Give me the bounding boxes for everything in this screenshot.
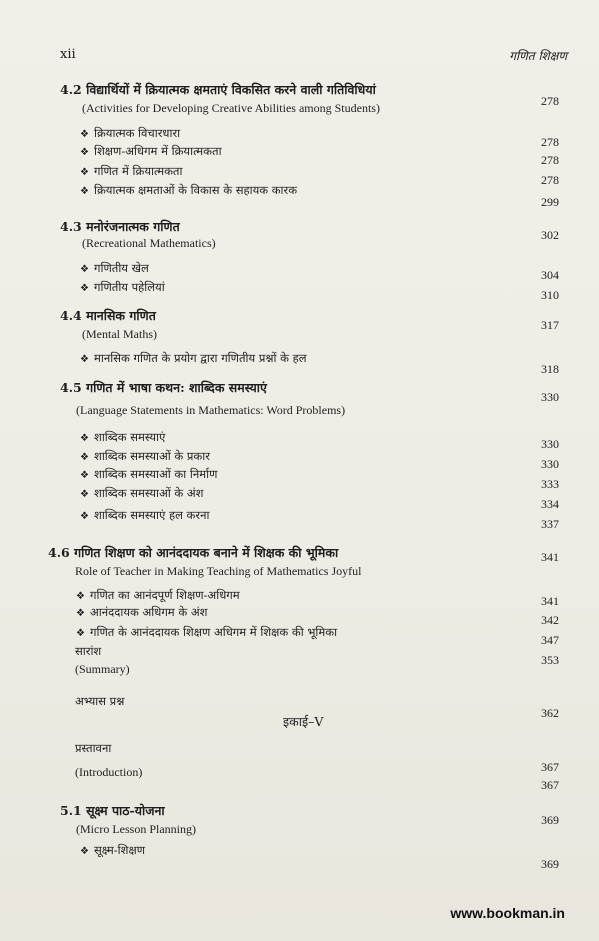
toc-page-number: 341 bbox=[541, 594, 559, 608]
toc-entry-english bbox=[75, 565, 361, 577]
toc-page-number: 278 bbox=[541, 135, 559, 149]
toc-entry-text: 4.3 मनोरंजनात्मक गणित bbox=[60, 219, 180, 234]
toc-page-number: 318 bbox=[541, 362, 559, 376]
bullet-diamond-icon: ❖ bbox=[80, 452, 89, 463]
toc-page-number: 369 bbox=[541, 813, 559, 827]
toc-entry-bullet bbox=[80, 451, 210, 463]
toc-page-number: 342 bbox=[541, 613, 559, 627]
toc-entry-text: प्रस्तावना bbox=[75, 741, 112, 755]
toc-page-number: 367 bbox=[541, 760, 559, 774]
toc-entry-text: सूक्ष्म-शिक्षण bbox=[94, 843, 146, 857]
toc-entry-text: (Introduction) bbox=[75, 765, 143, 779]
toc-entry-bullet bbox=[80, 845, 145, 857]
toc-page-number: 299 bbox=[541, 195, 559, 209]
bullet-diamond-icon: ❖ bbox=[76, 608, 85, 619]
toc-page-number: 347 bbox=[541, 633, 559, 647]
toc-entry-text: शाब्दिक समस्याओं के प्रकार bbox=[94, 449, 210, 463]
bullet-diamond-icon: ❖ bbox=[80, 489, 89, 500]
toc-entry-text: शाब्दिक समस्याएं हल करना bbox=[94, 508, 210, 522]
toc-entry-text: मानसिक गणित के प्रयोग द्वारा गणितीय प्रश्नों के हल bbox=[94, 351, 307, 365]
toc-entry-plain bbox=[75, 696, 124, 708]
toc-entry-unit bbox=[283, 716, 323, 729]
toc-entry-text: गणितीय पहेलियां bbox=[94, 280, 165, 294]
toc-entry-plain bbox=[75, 743, 111, 755]
toc-entry-text: (Mental Maths) bbox=[82, 327, 157, 341]
toc-page-number: 278 bbox=[541, 173, 559, 187]
toc-entry-text: (Activities for Developing Creative Abilities among Students) bbox=[82, 101, 380, 115]
toc-page-number: 369 bbox=[541, 857, 559, 871]
toc-entry-text: 4.5 गणित में भाषा कथन: शाब्दिक समस्याएं bbox=[60, 380, 267, 395]
toc-page-number: 317 bbox=[541, 318, 559, 332]
toc-entry-text: शाब्दिक समस्याओं का निर्माण bbox=[94, 467, 218, 481]
toc-entry-section bbox=[60, 221, 180, 234]
toc-page-number: 304 bbox=[541, 268, 559, 282]
toc-entry-text: (Language Statements in Mathematics: Word Problems) bbox=[76, 403, 346, 417]
toc-page-number: 341 bbox=[541, 550, 559, 564]
toc-entry-section bbox=[60, 310, 156, 323]
toc-entry-bullet bbox=[80, 353, 307, 365]
toc-entry-text: शिक्षण-अधिगम में क्रियात्मकता bbox=[94, 144, 222, 158]
toc-page-number: 362 bbox=[541, 706, 559, 720]
toc-entry-bullet bbox=[80, 510, 209, 522]
toc-entry-bullet bbox=[80, 166, 182, 178]
bullet-diamond-icon: ❖ bbox=[80, 511, 89, 522]
toc-page-number: 333 bbox=[541, 477, 559, 491]
toc-entry-section bbox=[60, 84, 376, 97]
toc-entry-bullet bbox=[76, 607, 207, 619]
toc-page-number: 367 bbox=[541, 778, 559, 792]
toc-page-number: 330 bbox=[541, 437, 559, 451]
toc-entry-bullet bbox=[80, 488, 203, 500]
bullet-diamond-icon: ❖ bbox=[80, 433, 89, 444]
toc-entry-plain bbox=[75, 646, 101, 658]
bullet-diamond-icon: ❖ bbox=[80, 264, 89, 275]
toc-entry-text: 4.6 गणित शिक्षण को आनंददायक बनाने में शिक्षक की भूमिका bbox=[48, 545, 339, 560]
toc-entry-bullet bbox=[80, 469, 217, 481]
toc-entry-bullet bbox=[76, 627, 337, 639]
toc-page-number: 310 bbox=[541, 288, 559, 302]
toc-entry-text: अभ्यास प्रश्न bbox=[75, 694, 125, 708]
bullet-diamond-icon: ❖ bbox=[80, 470, 89, 481]
toc-entry-english bbox=[82, 102, 380, 114]
bullet-diamond-icon: ❖ bbox=[80, 354, 89, 365]
toc-entry-english bbox=[75, 663, 130, 675]
toc-page-number: 330 bbox=[541, 390, 559, 404]
toc-entry-section bbox=[60, 382, 267, 395]
toc-entry-section bbox=[60, 805, 165, 818]
bullet-diamond-icon: ❖ bbox=[80, 129, 89, 140]
toc-entry-bullet bbox=[80, 432, 165, 444]
bullet-diamond-icon: ❖ bbox=[80, 167, 89, 178]
toc-entry-text: गणितीय खेल bbox=[94, 261, 149, 275]
toc-entry-text: 4.2 विद्यार्थियों में क्रियात्मक क्षमताएं विकसित करने वाली गतिविधियां bbox=[60, 82, 376, 97]
bullet-diamond-icon: ❖ bbox=[80, 186, 89, 197]
toc-entry-text: (Summary) bbox=[75, 662, 130, 676]
toc-entry-section bbox=[48, 547, 338, 560]
toc-page-number: 337 bbox=[541, 517, 559, 531]
toc-page-number: 330 bbox=[541, 457, 559, 471]
toc-page-number: 334 bbox=[541, 497, 559, 511]
toc-entry-english bbox=[76, 823, 196, 835]
toc-entry-text: Role of Teacher in Making Teaching of Mathematics Joyful bbox=[75, 564, 362, 578]
toc-entry-text: (Micro Lesson Planning) bbox=[76, 822, 196, 836]
toc-entry-text: 5.1 सूक्ष्म पाठ-योजना bbox=[60, 803, 165, 818]
toc-entry-bullet bbox=[76, 590, 240, 602]
page-number: xii bbox=[60, 47, 76, 62]
toc-entry-text: क्रियात्मक क्षमताओं के विकास के सहायक कारक bbox=[94, 183, 298, 197]
toc-entry-english bbox=[76, 404, 345, 416]
toc-entry-bullet bbox=[80, 263, 149, 275]
toc-entry-english bbox=[75, 766, 142, 778]
toc-page-number: 302 bbox=[541, 228, 559, 242]
website-watermark: www.bookman.in bbox=[450, 905, 565, 921]
toc-entry-text: इकाई–V bbox=[283, 714, 324, 729]
toc-entry-text: गणित के आनंददायक शिक्षण अधिगम में शिक्षक की भूमिका bbox=[90, 625, 338, 639]
toc-page-number: 278 bbox=[541, 153, 559, 167]
toc-page-number: 353 bbox=[541, 653, 559, 667]
toc-entry-bullet bbox=[80, 146, 222, 158]
bullet-diamond-icon: ❖ bbox=[80, 283, 89, 294]
toc-page-number: 278 bbox=[541, 94, 559, 108]
bullet-diamond-icon: ❖ bbox=[80, 846, 89, 857]
toc-entry-text: सारांश bbox=[75, 644, 102, 658]
toc-entry-text: शाब्दिक समस्याएं bbox=[94, 430, 166, 444]
running-title: गणित शिक्षण bbox=[509, 49, 567, 63]
toc-entry-text: गणित में क्रियात्मकता bbox=[94, 164, 183, 178]
toc-entry-text: गणित का आनंदपूर्ण शिक्षण-अधिगम bbox=[90, 588, 240, 602]
toc-entry-english bbox=[82, 237, 216, 249]
toc-entry-text: आनंददायक अधिगम के अंश bbox=[90, 605, 208, 619]
toc-entry-english bbox=[82, 328, 157, 340]
bullet-diamond-icon: ❖ bbox=[76, 591, 85, 602]
bullet-diamond-icon: ❖ bbox=[76, 628, 85, 639]
toc-entry-text: 4.4 मानसिक गणित bbox=[60, 308, 156, 323]
toc-entry-bullet bbox=[80, 185, 297, 197]
toc-entry-text: (Recreational Mathematics) bbox=[82, 236, 216, 250]
bullet-diamond-icon: ❖ bbox=[80, 147, 89, 158]
toc-entry-text: क्रियात्मक विचारधारा bbox=[94, 126, 181, 140]
toc-entry-text: शाब्दिक समस्याओं के अंश bbox=[94, 486, 204, 500]
toc-entry-bullet bbox=[80, 282, 165, 294]
toc-entry-bullet bbox=[80, 128, 180, 140]
